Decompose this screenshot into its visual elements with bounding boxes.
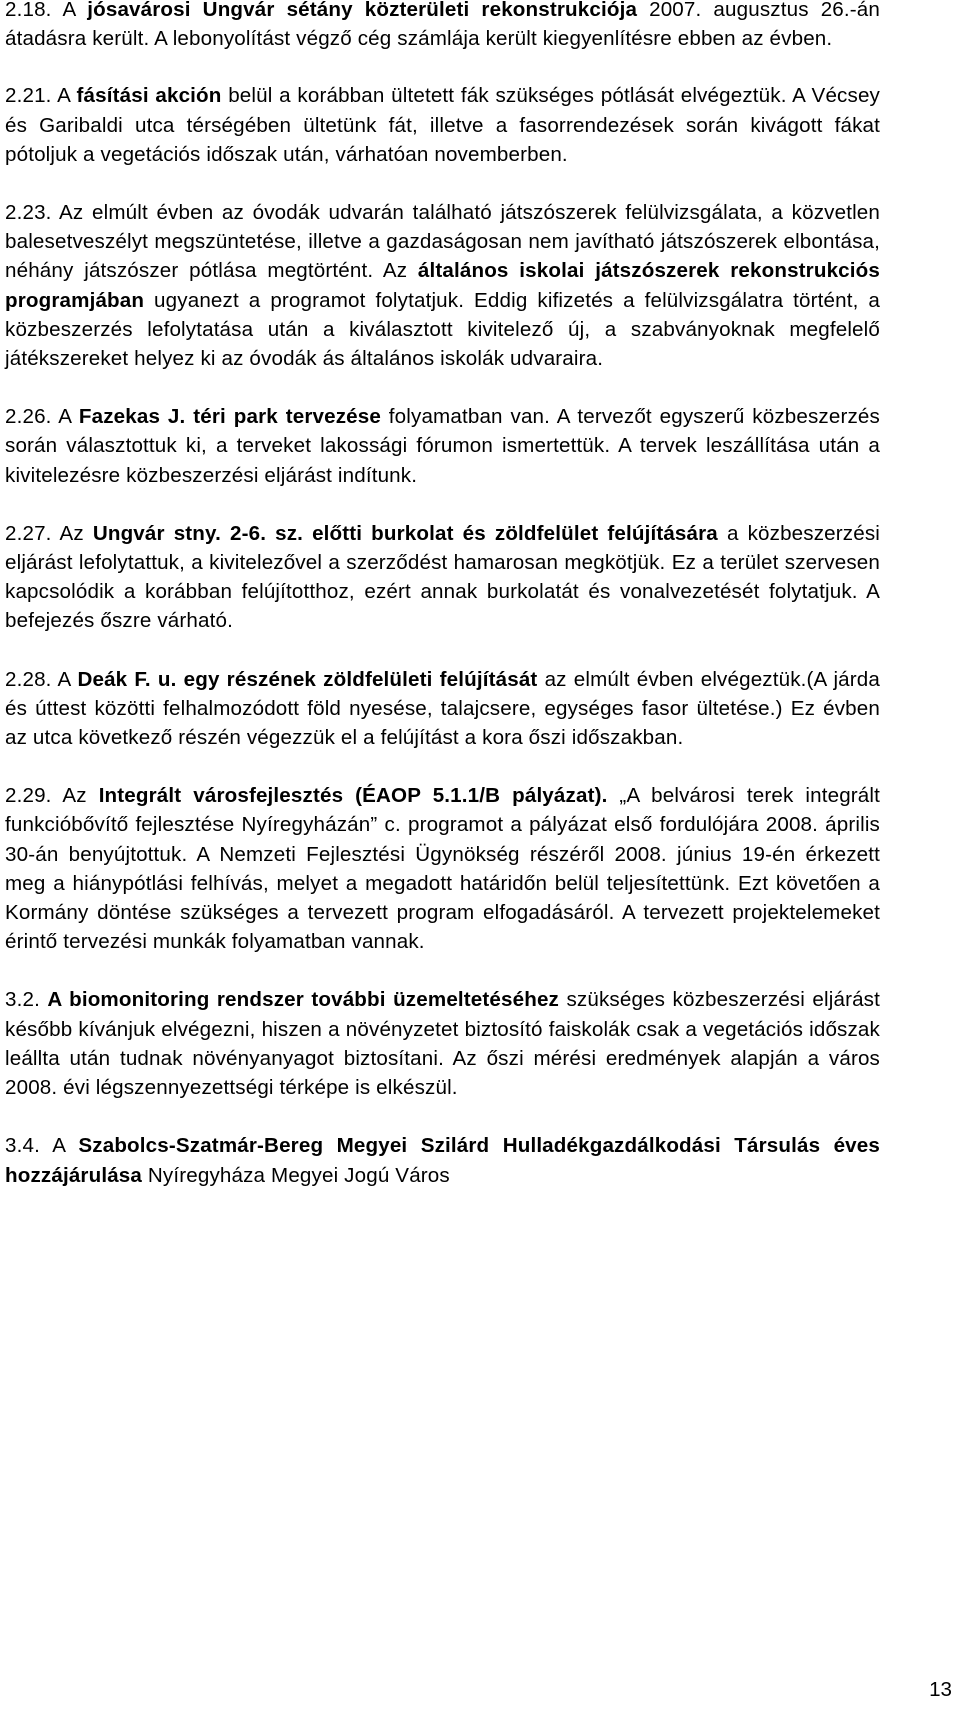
- text-run: 2007. augusztus 26.-án átadásra került. A lebonyolítást végző cég számlája került kiegyenlítésre ebben az évben.: [5, 0, 880, 51]
- text-run: belül a korábban ültetett fák szükséges pótlását elvégeztük. A Vécsey és Garibaldi utca térségében ültetünk fát, illetve a fasorrendezések során kivágott fákat pótoljuk a vegetációs időszak után, várhatóan novemberben.: [5, 84, 880, 166]
- bold-text-run: Szabolcs-Szatmár-Bereg Megyei Szilárd Hulladékgazdálkodási Társulás éves hozzájárulása: [5, 1134, 880, 1187]
- paragraph-2-27: [5, 519, 880, 636]
- paragraph-2-28: [5, 665, 880, 753]
- text-run: [303, 522, 312, 545]
- text-run: Nyíregyháza Megyei Jogú Város: [142, 1163, 450, 1187]
- bold-text-run: Ungvár stny. 2-6. sz.: [92, 521, 304, 545]
- bold-text-run: jósavárosi Ungvár sétány közterületi rekonstrukciója: [87, 0, 638, 21]
- bold-text-run: általános iskolai játszószerek rekonstrukciós programjában: [5, 259, 880, 312]
- text-run: 2.18. A: [5, 0, 88, 21]
- text-run: 2.21. A: [5, 84, 77, 108]
- paragraph-3-4: [5, 1131, 880, 1189]
- bold-text-run: A biomonitoring rendszer további üzemeltetéséhez: [47, 988, 560, 1012]
- paragraph-2-23: [5, 198, 880, 373]
- text-run: 2.26. A: [5, 405, 79, 429]
- bold-text-run: előtti burkolat és zöldfelület felújítására: [312, 521, 718, 545]
- paragraph-2-18: [5, 0, 880, 53]
- text-run: a közbeszerzési eljárást lefolytattuk, a kivitelezővel a szerződést hamarosan megkötjük. Ez a terület szervesen kapcsolódik a korábban felújítotthoz, ezért annak burkolatát és vonalvezetését folytatjuk. A befejezés őszre várható.: [5, 521, 881, 633]
- paragraph-2-29: [5, 781, 880, 956]
- text-run: 2.28. A: [5, 667, 78, 691]
- text-run: 2.23. Az elmúlt évben az óvodák udvarán található játszószerek felülvizsgálata, a közvetlen balesetveszélyt megszüntetése, illetve a gazdaságosan nem javítható játszószerek elbontása, néhány játszószer pótlása megtörtént. Az: [5, 201, 880, 283]
- text-run: [176, 668, 183, 691]
- page-number: 13: [929, 1678, 952, 1701]
- bold-text-run: Deák F. u.: [77, 667, 177, 691]
- paragraph-2-21: [5, 81, 880, 169]
- text-run: 2.29. Az: [5, 784, 99, 808]
- paragraph-3-2: [5, 985, 880, 1102]
- text-run: 3.2.: [5, 988, 48, 1012]
- paragraph-2-26: [5, 402, 880, 490]
- text-run: ugyanezt a programot folytatjuk. Eddig kifizetés a felülvizsgálatra történt, a közbeszerzés lefolytatása után a kiválasztott kivitelező új, a szabványoknak megfelelő játékszereket helyez ki az óvodák ás általános iskolák udvaraira.: [5, 288, 880, 371]
- text-run: szükséges közbeszerzési eljárást később kívánjuk elvégezni, hiszen a növényzetet biztosító faiskolák csak a vegetációs időszak leállta után tudnak növényanyagot biztosítani. Az őszi mérési eredmények alapján a város 2008. évi légszennyezettségi térképe is elkészül.: [5, 988, 881, 1100]
- text-run: folyamatban van. A tervezőt egyszerű közbeszerzés során választottuk ki, a terveket lakossági fórumon ismertettük. A tervek leszállítása után a kivitelezésre közbeszerzési eljárást indítunk.: [5, 405, 880, 487]
- bold-text-run: Fazekas J. téri park tervezése: [78, 405, 381, 429]
- text-run: az elmúlt évben elvégeztük.(A járda és úttest közötti felhalmozódott föld nyesése, talajcsere, egységes fasor ültetése.) Ez évben az utca következő részén végezzük el a felújítást a kora őszi időszakban.: [5, 667, 880, 750]
- bold-text-run: egy részének zöldfelületi felújítását: [183, 667, 538, 691]
- document-page: [5, 0, 880, 1190]
- text-run: 2.27. Az: [5, 521, 93, 545]
- text-run: 3.4. A: [5, 1134, 79, 1158]
- text-run: „A belvárosi terek integrált funkcióbővítő fejlesztése Nyíregyházán” c. programot a pályázat első fordulójára 2008. április 30-án benyújtottuk. A Nemzeti Fejlesztési Ügynökség részéről 2008. június 19-én érkezett meg a hiánypótlási felhívás, melyet a megadott határidőn belül teljesítettünk. Ezt követően a Kormány döntése szükséges a tervezett program elfogadásáról. A tervezett projektelemeket érintő tervezési munkák folyamatban vannak.: [5, 784, 880, 954]
- bold-text-run: Integrált városfejlesztés (ÉAOP 5.1.1/B pályázat).: [98, 784, 608, 808]
- bold-text-run: fásítási akción: [76, 84, 222, 108]
